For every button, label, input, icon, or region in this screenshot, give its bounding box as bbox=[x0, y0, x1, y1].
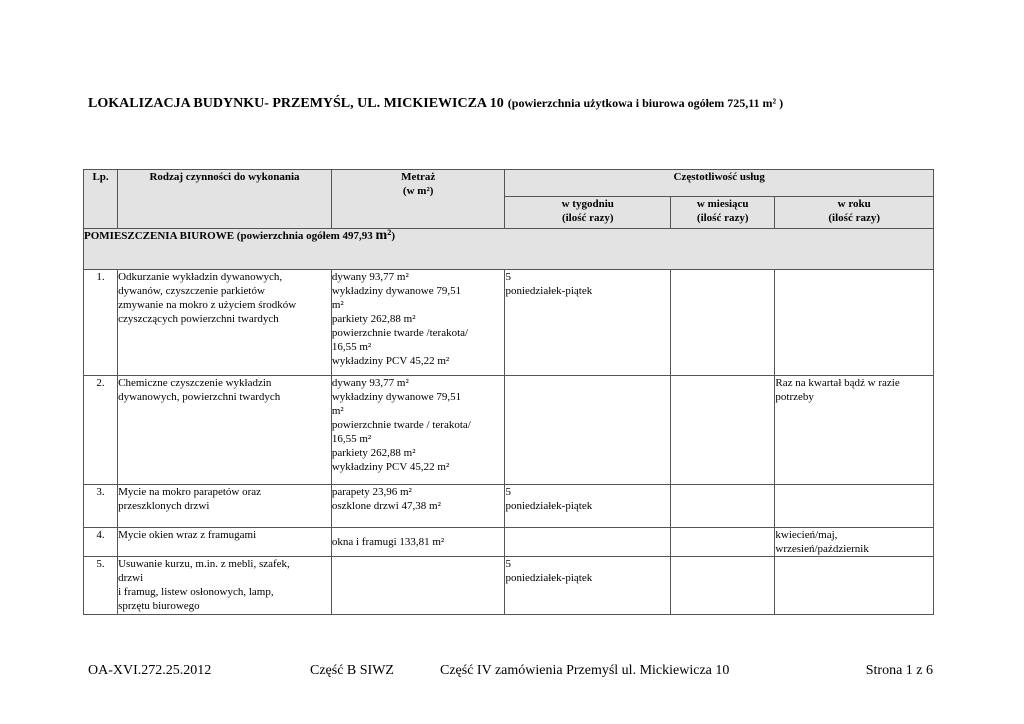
header-czestotliwosc: Częstotliwość usług bbox=[505, 170, 934, 197]
metraz-line: parkiety 262,88 m² bbox=[331, 447, 416, 459]
metraz-line: m² bbox=[331, 299, 344, 311]
row-description bbox=[118, 528, 332, 557]
metraz-line: powierzchnie twarde /terakota/ bbox=[331, 327, 469, 339]
row-description bbox=[118, 270, 332, 376]
desc-line: Odkurzanie wykładzin dywanowych, bbox=[118, 271, 283, 283]
tydzien-count: 5 bbox=[505, 558, 511, 570]
section-close: ) bbox=[391, 230, 396, 242]
desc-line: i framug, listew osłonowych, lamp, bbox=[118, 586, 274, 598]
metraz-line: parapety 23,96 m² bbox=[331, 486, 412, 498]
heading-main: LOKALIZACJA BUDYNKU- PRZEMYŚL, UL. MICKIEWICZA 10 bbox=[88, 96, 504, 111]
document-heading bbox=[88, 94, 783, 112]
desc-line: dywanowych, powierzchni twardych bbox=[118, 391, 281, 403]
tydzien-days: poniedziałek-piątek bbox=[505, 285, 593, 297]
header-tydzien-unit: (ilość razy) bbox=[561, 212, 614, 224]
row-metraz bbox=[331, 270, 505, 376]
heading-sub: (powierzchnia użytkowa i biurowa ogółem 725,11 m² ) bbox=[507, 96, 784, 110]
row-miesiac bbox=[671, 485, 775, 528]
row-rok bbox=[775, 376, 934, 485]
desc-line: Chemiczne czyszczenie wykładzin bbox=[118, 377, 272, 389]
header-metraz-label: Metraż bbox=[401, 171, 436, 183]
row-rok bbox=[775, 270, 934, 376]
row-metraz bbox=[331, 485, 505, 528]
footer-page-number: Strona 1 z 6 bbox=[865, 663, 933, 678]
row-tydzien bbox=[505, 376, 671, 485]
header-rok-label: w roku bbox=[837, 198, 871, 210]
table-row bbox=[84, 270, 934, 376]
table-row bbox=[84, 485, 934, 528]
header-rok-unit: (ilość razy) bbox=[828, 212, 881, 224]
row-miesiac bbox=[671, 376, 775, 485]
rok-line: potrzeby bbox=[775, 391, 814, 403]
metraz-line: wykładziny dywanowe 79,51 bbox=[331, 391, 462, 403]
metraz-line: wykładziny PCV 45,22 m² bbox=[331, 461, 450, 473]
row-description bbox=[118, 557, 332, 615]
desc-line: przeszklonych drzwi bbox=[118, 500, 210, 512]
section-unit: m² bbox=[375, 228, 392, 243]
row-description bbox=[118, 376, 332, 485]
desc-line: drzwi bbox=[118, 572, 144, 584]
header-metraz bbox=[331, 170, 505, 229]
desc-line: dywanów, czyszczenie parkietów bbox=[118, 285, 265, 297]
metraz-line: 16,55 m² bbox=[331, 433, 372, 445]
metraz-line: wykładziny dywanowe 79,51 bbox=[331, 285, 462, 297]
metraz-line: oszklone drzwi 47,38 m² bbox=[331, 500, 441, 512]
row-rok bbox=[775, 557, 934, 615]
tydzien-count: 5 bbox=[505, 271, 511, 283]
rok-line: Raz na kwartał bądź w razie bbox=[775, 377, 900, 389]
header-miesiac-unit: (ilość razy) bbox=[696, 212, 749, 224]
metraz-line: powierzchnie twarde / terakota/ bbox=[331, 419, 471, 431]
row-tydzien bbox=[505, 485, 671, 528]
rok-line: kwiecień/maj, bbox=[775, 529, 838, 541]
row-lp: 4. bbox=[84, 528, 118, 557]
footer-ref: OA-XVI.272.25.2012 bbox=[88, 663, 212, 678]
row-metraz bbox=[331, 557, 505, 615]
header-lp: Lp. bbox=[84, 170, 118, 229]
table-row bbox=[84, 557, 934, 615]
row-lp: 1. bbox=[84, 270, 118, 376]
metraz-line: dywany 93,77 m² bbox=[331, 271, 409, 283]
row-miesiac bbox=[671, 270, 775, 376]
header-tydzien-label: w tygodniu bbox=[561, 198, 614, 210]
metraz-line: okna i framugi 133,81 m² bbox=[331, 536, 445, 548]
metraz-line: m² bbox=[331, 405, 344, 417]
row-tydzien bbox=[505, 528, 671, 557]
metraz-line: dywany 93,77 m² bbox=[331, 377, 409, 389]
services-table bbox=[83, 169, 934, 615]
row-metraz bbox=[331, 528, 505, 557]
row-lp: 5. bbox=[84, 557, 118, 615]
row-miesiac bbox=[671, 557, 775, 615]
metraz-line: wykładziny PCV 45,22 m² bbox=[331, 355, 450, 367]
tydzien-count: 5 bbox=[505, 486, 511, 498]
table-row bbox=[84, 376, 934, 485]
desc-line: Usuwanie kurzu, m.in. z mebli, szafek, bbox=[118, 558, 290, 570]
footer-part-b: Część B SIWZ bbox=[310, 663, 394, 678]
section-label: POMIESZCZENIA BIUROWE (powierzchnia ogółem 497,93 bbox=[84, 230, 373, 242]
desc-line: sprzętu biurowego bbox=[118, 600, 200, 612]
desc-line: Mycie okien wraz z framugami bbox=[118, 529, 257, 541]
row-description bbox=[118, 485, 332, 528]
footer-part-iv: Część IV zamówienia Przemyśl ul. Mickiewicza 10 bbox=[440, 663, 730, 678]
header-miesiac bbox=[671, 197, 775, 229]
row-rok bbox=[775, 485, 934, 528]
section-header bbox=[84, 229, 934, 270]
row-miesiac bbox=[671, 528, 775, 557]
metraz-line: parkiety 262,88 m² bbox=[331, 313, 416, 325]
header-tydzien bbox=[505, 197, 671, 229]
row-lp: 2. bbox=[84, 376, 118, 485]
desc-line: zmywanie na mokro z użyciem środków bbox=[118, 299, 297, 311]
row-tydzien bbox=[505, 270, 671, 376]
row-rok bbox=[775, 528, 934, 557]
header-metraz-unit: (w m²) bbox=[402, 185, 434, 197]
row-tydzien bbox=[505, 557, 671, 615]
section-row bbox=[84, 229, 934, 270]
row-lp: 3. bbox=[84, 485, 118, 528]
header-rok bbox=[775, 197, 934, 229]
tydzien-days: poniedziałek-piątek bbox=[505, 572, 593, 584]
table-header-row bbox=[84, 170, 934, 197]
metraz-line: 16,55 m² bbox=[331, 341, 372, 353]
desc-line: Mycie na mokro parapetów oraz bbox=[118, 486, 262, 498]
header-miesiac-label: w miesiącu bbox=[696, 198, 749, 210]
table-row bbox=[84, 528, 934, 557]
desc-line: czyszczących powierzchni twardych bbox=[118, 313, 279, 325]
rok-line: wrzesień/październik bbox=[775, 543, 869, 555]
row-metraz bbox=[331, 376, 505, 485]
header-rodzaj: Rodzaj czynności do wykonania bbox=[118, 170, 332, 229]
tydzien-days: poniedziałek-piątek bbox=[505, 500, 593, 512]
